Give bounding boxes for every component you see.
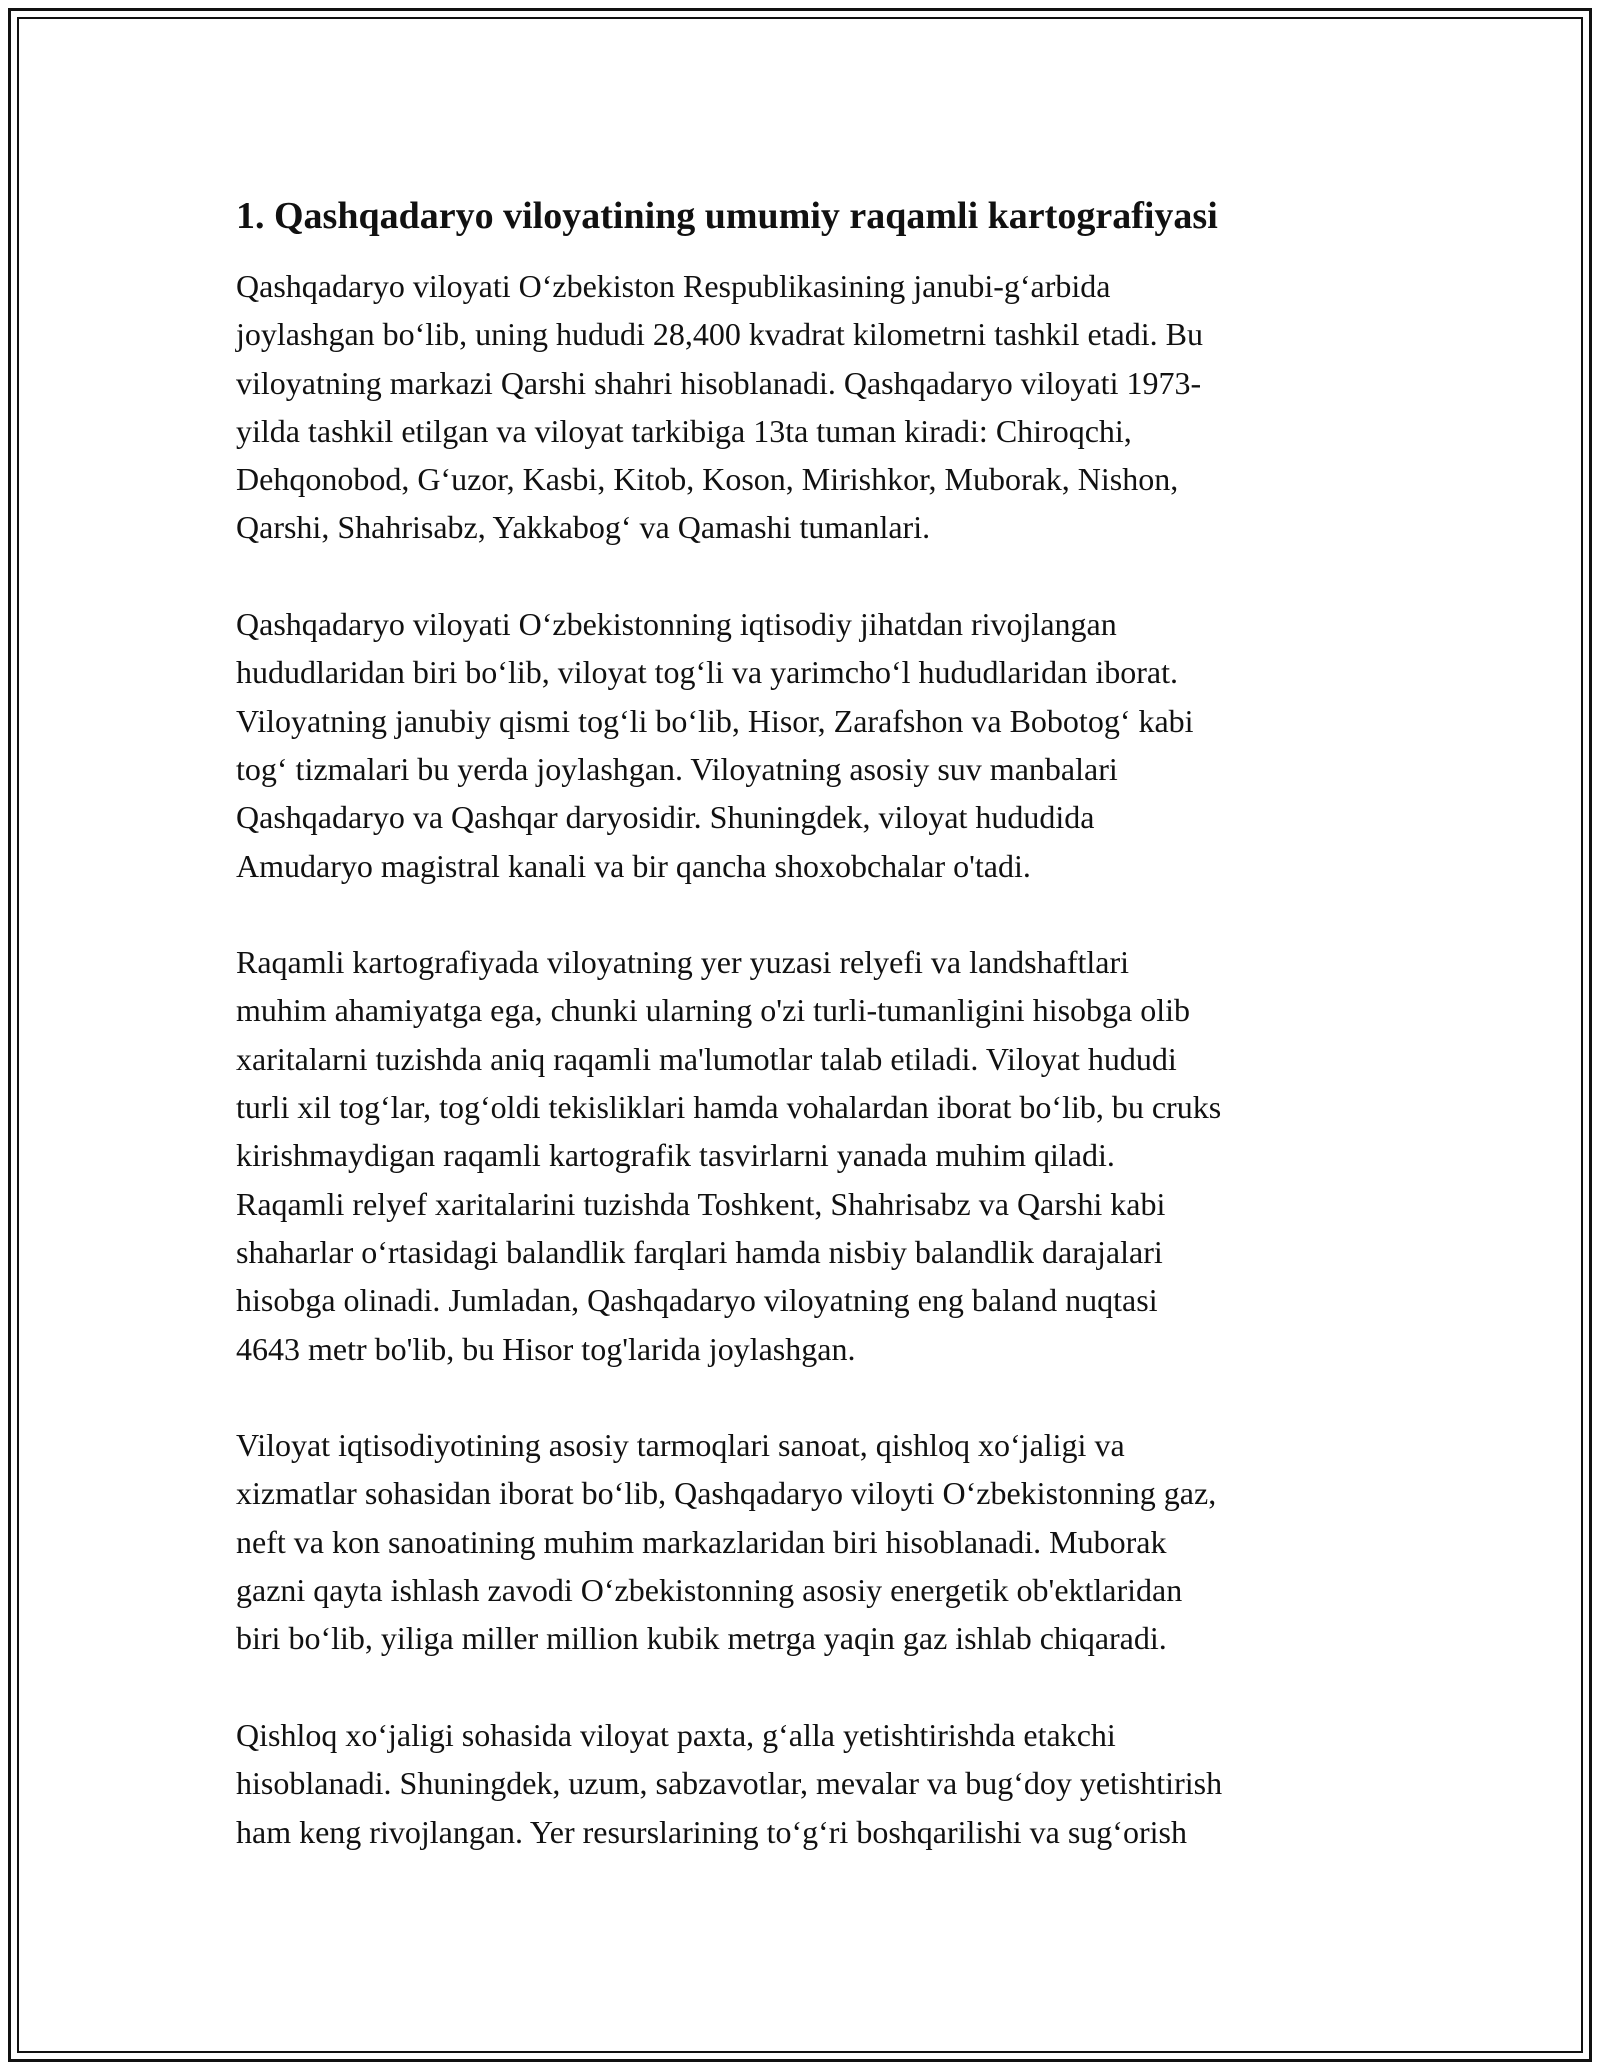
paragraph-3: Raqamli kartografiyada viloyatning yer yuzasi relyefi va landshaftlari muhim ahamiyatga ega, chunki ularning o'zi turli-tumanligini hisobga olib xaritalarni tuzishda aniq raqamli ma'lumotlar talab etiladi. Viloyat hududi turli xil tog‘lar, tog‘oldi tekisliklari hamda vohalardan iborat bo‘lib, bu cruks kirishmaydigan raqamli kartografik tasvirlarni yanada muhim qiladi. Raqamli relyef xaritalarini tuzishda Toshkent, Shahrisabz va Qarshi kabi shaharlar o‘rtasidagi balandlik farqlari hamda nisbiy balandlik darajalari hisobga olinadi. Jumladan, Qashqadaryo viloyatning eng baland nuqtasi 4643 metr bo'lib, bu Hisor tog'larida joylashgan. — [236, 944, 1222, 1367]
paragraph-5: Qishloq xo‘jaligi sohasida viloyat paxta, g‘alla yetishtirishda etakchi hisoblanadi. Shuningdek, uzum, sabzavotlar, mevalar va bug‘doy yetishtirish ham keng rivojlangan. Yer resurslarining to‘g‘ri boshqarilishi va sug‘orish — [236, 1716, 1223, 1850]
document-body — [236, 188, 1376, 1856]
paragraph-4: Viloyat iqtisodiyotining asosiy tarmoqlari sanoat, qishloq xo‘jaligi va xizmatlar sohasidan iborat bo‘lib, Qashqadaryo viloyti O‘zbekistonning gaz, neft va kon sanoatining muhim markazlaridan biri hisoblanadi. Muborak gazni qayta ishlash zavodi O‘zbekistonning asosiy energetik ob'ektlaridan biri bo‘lib, yiliga miller million kubik metrga yaqin gaz ishlab chiqaradi. — [236, 1427, 1217, 1657]
section-heading: 1. Qashqadaryo viloyatining umumiy raqamli kartografiyasi — [236, 195, 1218, 237]
paragraph-2: Qashqadaryo viloyati O‘zbekistonning iqtisodiy jihatdan rivojlangan hududlaridan biri bo‘lib, viloyat tog‘li va yarimcho‘l hududlaridan iborat. Viloyatning janubiy qismi tog‘li bo‘lib, Hisor, Zarafshon va Bobotog‘ kabi tog‘ tizmalari bu yerda joylashgan. Viloyatning asosiy suv manbalari Qashqadaryo va Qashqar daryosidir. Shuningdek, viloyat hududida Amudaryo magistral kanali va bir qancha shoxobchalar o'tadi. — [236, 606, 1194, 884]
paragraph-1: Qashqadaryo viloyati O‘zbekiston Respublikasining janubi-g‘arbida joylashgan bo‘lib, uning hududi 28,400 kvadrat kilometrni tashkil etadi. Bu viloyatning markazi Qarshi shahri hisoblanadi. Qashqadaryo viloyati 1973- yilda tashkil etilgan va viloyat tarkibiga 13ta tuman kiradi: Chiroqchi, Dehqonobod, G‘uzor, Kasbi, Kitob, Koson, Mirishkor, Muborak, Nishon, Qarshi, Shahrisabz, Yakkabog‘ va Qamashi tumanlari. — [236, 268, 1203, 546]
